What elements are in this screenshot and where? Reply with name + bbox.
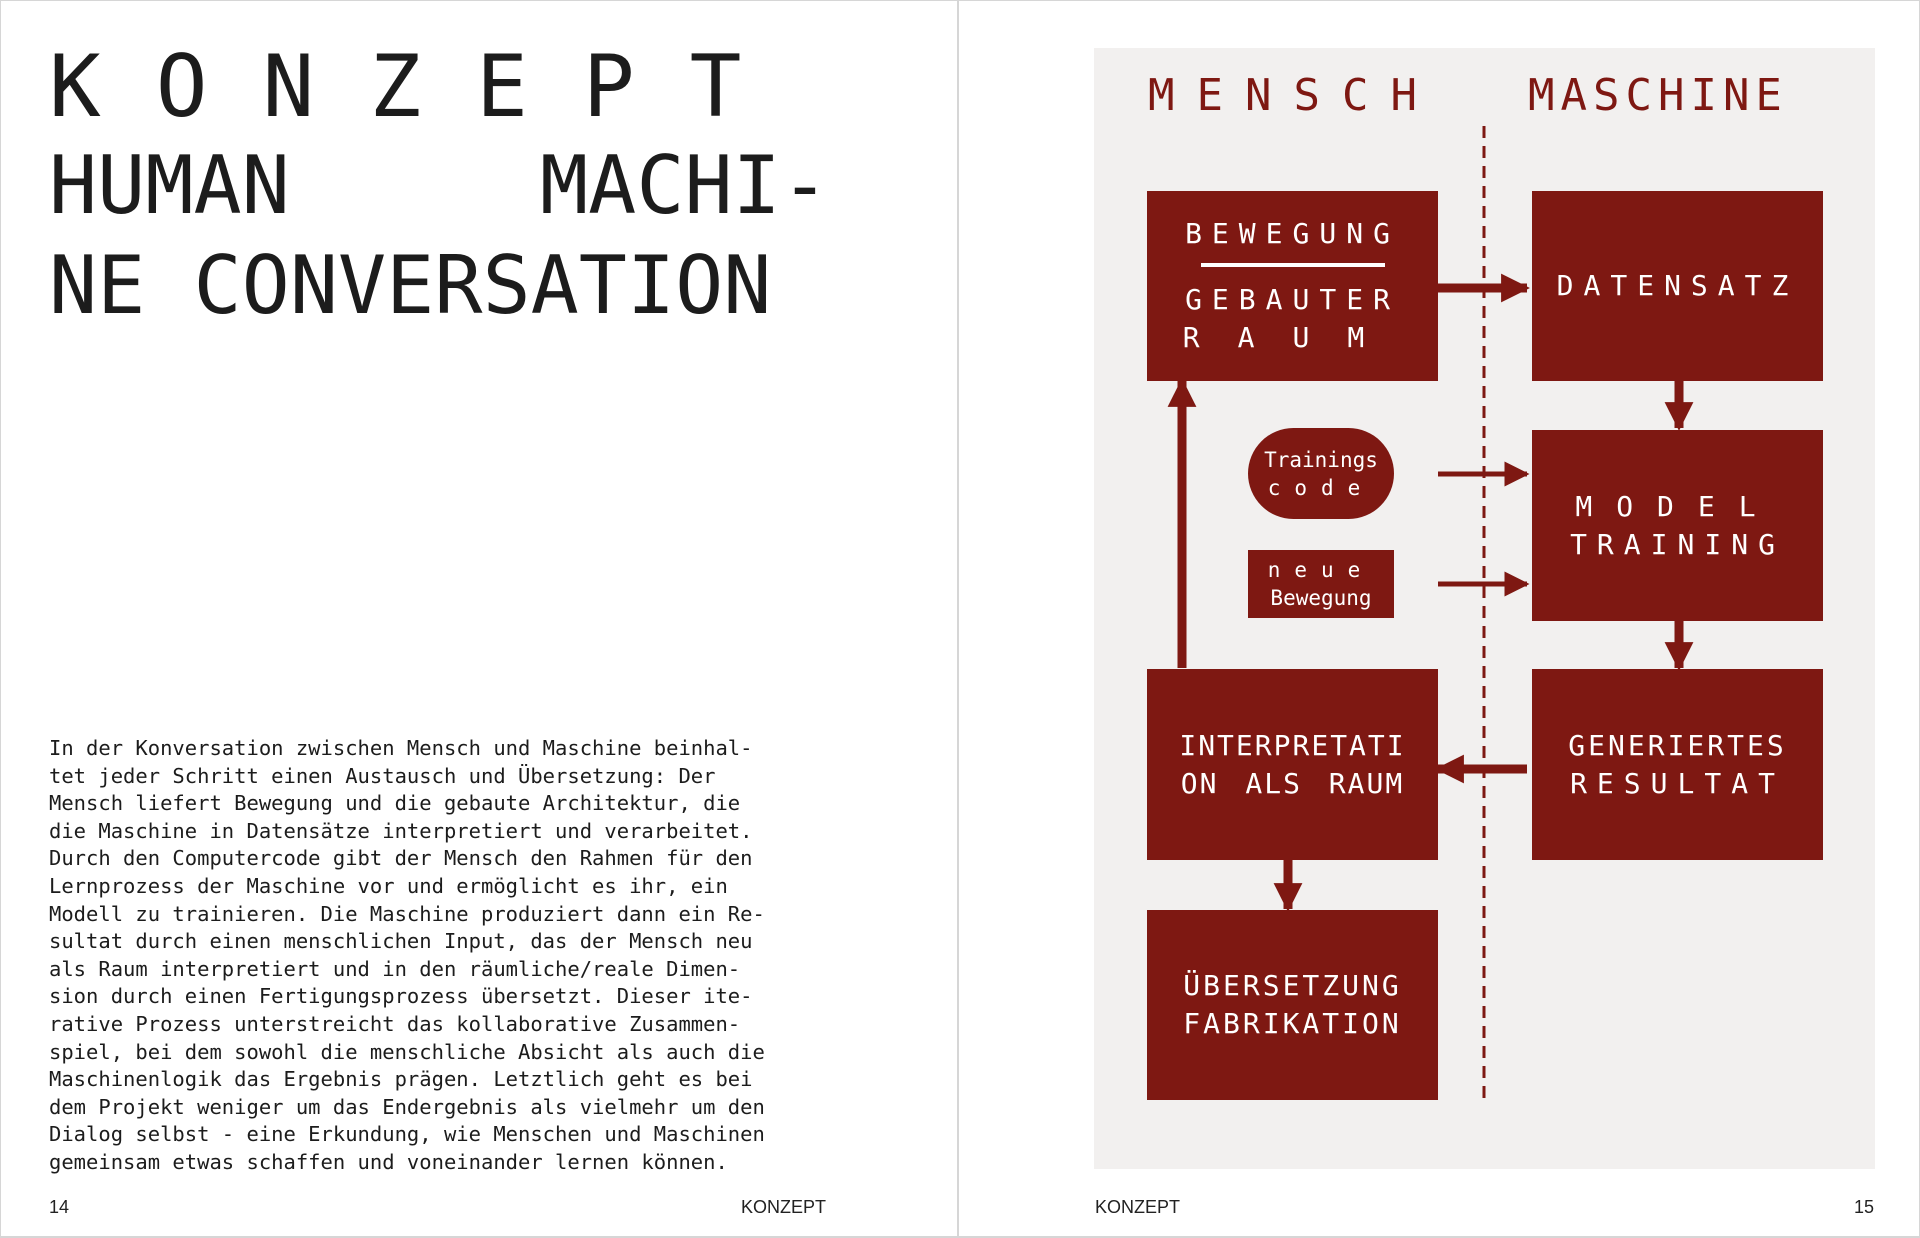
body-paragraph: In der Konversation zwischen Mensch und Maschine beinhal- tet jeder Schritt einen Austausch und Übersetzung: Der Mensch liefert Bewegung und die gebaute Architektur, die die Maschine in Datensätze interpretiert und verarbeitet. Durch den Computercode gibt der Mensch den Rahmen für den Lernprozess der Maschine vor und ermöglicht es ihr, ein Modell zu trainieren. Die Maschine produziert dann ein Re- sultat durch einen menschlichen Input, das der Mensch neu als Raum interpretiert und in den räumliche/reale Dimen- sion durch einen Fertigungsprozess übersetzt. Dieser ite- rative Prozess unterstreicht das kollaborative Zusammen- spiel, bei dem sowohl die menschliche Absicht als auch die Maschinenlogik das Ergebnis prägen. Letztlich geht es bei dem Projekt weniger um das Endergebnis als vielmehr um den Dialog selbst - eine Erkundung, wie Menschen und Maschinen gemeinsam etwas schaffen und voneinander lernen können. xyxy=(49,736,765,1174)
input-trainingscode-line-1: Trainings xyxy=(1264,447,1378,472)
left-page xyxy=(1,1,957,1236)
box-interpretation xyxy=(1147,669,1438,860)
box-bewegung xyxy=(1147,191,1438,381)
box-model-training-line-1: MODEL xyxy=(1575,489,1780,523)
page-title-word: HUMAN xyxy=(49,139,290,232)
box-interpretation-line-1: INTERPRETATI xyxy=(1179,728,1406,762)
box-datensatz xyxy=(1532,191,1823,381)
right-page xyxy=(959,1,1919,1236)
box-uebersetzung xyxy=(1147,910,1438,1100)
input-neue-bewegung-line-1: neue xyxy=(1267,558,1375,582)
input-neue-bewegung xyxy=(1248,550,1394,618)
box-generiertes-resultat-line-2: RESULTAT xyxy=(1570,766,1785,800)
column-header-machine: MASCHINE xyxy=(1528,70,1788,121)
box-interpretation-line-2: ON ALS RAUM xyxy=(1180,766,1405,800)
box-uebersetzung-line-2: FABRIKATION xyxy=(1183,1007,1402,1040)
page-title-line-2: NE CONVERSATION xyxy=(49,239,772,332)
footer-page-number-right: 15 xyxy=(1854,1197,1875,1217)
box-bewegung-line-1: GEBAUTER xyxy=(1185,283,1400,316)
column-header-human: MENSCH xyxy=(1148,70,1439,121)
box-bewegung-divider xyxy=(1201,263,1385,267)
box-model-training-line-2: TRAINING xyxy=(1570,527,1785,561)
page-title-line-1 xyxy=(49,136,829,236)
input-neue-bewegung-line-2: Bewegung xyxy=(1270,586,1372,610)
section-title: KONZEPT xyxy=(49,37,797,137)
box-uebersetzung-line-1: ÜBERSETZUNG xyxy=(1183,969,1402,1002)
box-datensatz-line-1: DATENSATZ xyxy=(1556,269,1799,302)
input-trainingscode xyxy=(1248,428,1394,519)
footer-page-number-left: 14 xyxy=(49,1197,70,1217)
box-generiertes-resultat xyxy=(1532,669,1823,860)
box-model-training xyxy=(1532,430,1823,621)
input-trainingscode-line-2: code xyxy=(1267,475,1375,500)
flow-diagram xyxy=(1094,48,1875,1169)
page-title-word: MACHI- xyxy=(540,139,829,232)
footer-section-left: KONZEPT xyxy=(741,1197,827,1217)
box-bewegung-top: BEWEGUNG xyxy=(1185,217,1400,250)
page-title xyxy=(49,136,829,336)
box-generiertes-resultat-line-1: GENERIERTES xyxy=(1568,728,1787,762)
box-bewegung-line-2: RAUM xyxy=(1182,321,1403,354)
footer-section-right: KONZEPT xyxy=(1095,1197,1181,1217)
